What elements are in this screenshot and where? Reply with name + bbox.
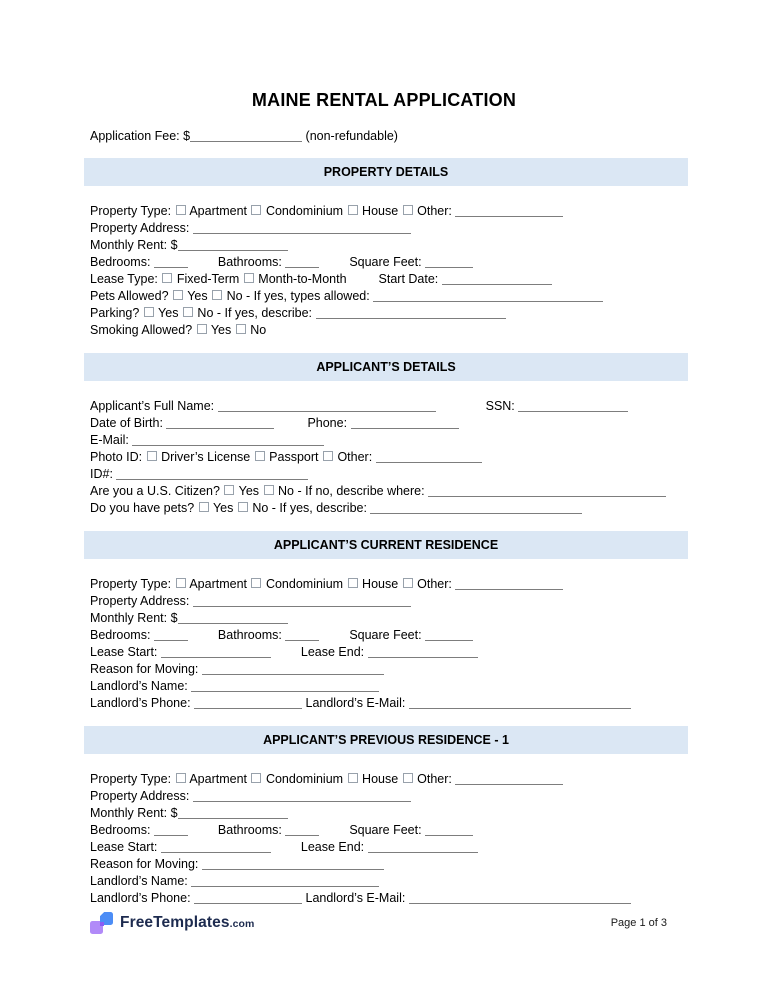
blank-field[interactable]: [428, 484, 666, 497]
blank-field[interactable]: [193, 594, 411, 607]
field-label: Landlord’s E-Mail:: [302, 696, 409, 710]
field-label: Property Type:: [90, 577, 175, 591]
field-label: Landlord’s Name:: [90, 874, 192, 888]
form-row: [90, 678, 688, 695]
form-row: [90, 627, 688, 644]
blank-field[interactable]: [191, 874, 379, 887]
field-label: Condominium: [262, 577, 347, 591]
field-label: Date of Birth:: [90, 416, 167, 430]
blank-field[interactable]: [455, 577, 563, 590]
field-label: Property Address:: [90, 789, 193, 803]
field-label: No - If yes, types allowed:: [223, 289, 374, 303]
field-label: Property Type:: [90, 772, 175, 786]
form-row: [90, 466, 688, 483]
field-label: Phone:: [307, 416, 351, 430]
blank-field[interactable]: [409, 696, 631, 709]
blank-field[interactable]: [193, 789, 411, 802]
blank-field[interactable]: [368, 645, 478, 658]
field-label: Bathrooms:: [217, 823, 286, 837]
field-label: E-Mail:: [90, 433, 133, 447]
section-rows: [90, 203, 688, 339]
blank-field[interactable]: [194, 696, 302, 709]
checkbox[interactable]: [183, 307, 193, 317]
blank-field[interactable]: [166, 416, 274, 429]
section-header: APPLICANT’S PREVIOUS RESIDENCE - 1: [84, 726, 688, 754]
field-label: Condominium: [262, 204, 347, 218]
section-rows: [90, 398, 688, 517]
field-label: Other:: [333, 450, 376, 464]
blank-field[interactable]: [285, 628, 319, 641]
field-label: Other:: [413, 204, 456, 218]
checkbox[interactable]: [176, 578, 186, 588]
page-footer: [0, 911, 768, 935]
field-label: Pets Allowed?: [90, 289, 172, 303]
form-row: [90, 661, 688, 678]
form-row: [90, 203, 688, 220]
field-label: Driver’s License: [157, 450, 254, 464]
form-row: [90, 322, 688, 339]
blank-field[interactable]: [425, 823, 473, 836]
field-label: Yes: [154, 306, 182, 320]
brand-suffix: .com: [229, 918, 255, 930]
brand-name: [120, 914, 254, 932]
form-row: [90, 288, 688, 305]
form-row: [90, 271, 688, 288]
field-label: Application Fee: $: [90, 129, 191, 143]
field-label: Square Feet:: [349, 255, 426, 269]
field-label: Photo ID:: [90, 450, 146, 464]
form-row: [90, 483, 688, 500]
field-label: House: [358, 772, 402, 786]
checkbox[interactable]: [348, 773, 358, 783]
checkbox[interactable]: [323, 451, 333, 461]
field-label: No - If no, describe where:: [274, 484, 429, 498]
form-row: [90, 771, 688, 788]
blank-field[interactable]: [161, 645, 271, 658]
field-label: Lease Start:: [90, 645, 161, 659]
field-label: Apartment: [186, 577, 251, 591]
checkbox[interactable]: [176, 773, 186, 783]
form-content: [84, 129, 688, 907]
brand-text: FreeTemplates: [120, 914, 230, 931]
section-header: APPLICANT’S CURRENT RESIDENCE: [84, 531, 688, 559]
blank-field[interactable]: [178, 611, 288, 624]
checkbox[interactable]: [176, 205, 186, 215]
application-fee-line: [90, 129, 688, 144]
checkbox[interactable]: [144, 307, 154, 317]
blank-field[interactable]: [218, 399, 436, 412]
field-label: Yes: [209, 501, 237, 515]
checkbox[interactable]: [147, 451, 157, 461]
blank-field[interactable]: [442, 272, 552, 285]
blank-field[interactable]: [154, 823, 188, 836]
blank-field[interactable]: [161, 840, 271, 853]
field-label: Apartment: [186, 772, 251, 786]
checkbox[interactable]: [348, 205, 358, 215]
form-row: [90, 237, 688, 254]
field-label: Are you a U.S. Citizen?: [90, 484, 224, 498]
blank-field[interactable]: [455, 772, 563, 785]
field-label: Do you have pets?: [90, 501, 198, 515]
blank-field[interactable]: [194, 891, 302, 904]
blank-field[interactable]: [202, 857, 384, 870]
field-label: Passport: [265, 450, 322, 464]
field-label: ID#:: [90, 467, 117, 481]
field-label: Yes: [235, 484, 263, 498]
field-label: SSN:: [485, 399, 519, 413]
freetemplates-logo-icon: [90, 911, 113, 935]
blank-field[interactable]: [191, 679, 379, 692]
field-label: Other:: [413, 772, 456, 786]
field-label: House: [358, 577, 402, 591]
blank-field[interactable]: [518, 399, 628, 412]
form-row: [90, 415, 688, 432]
checkbox[interactable]: [403, 578, 413, 588]
field-label: Landlord’s Name:: [90, 679, 192, 693]
blank-field[interactable]: [376, 450, 482, 463]
field-label: Landlord’s Phone:: [90, 891, 195, 905]
checkbox[interactable]: [348, 578, 358, 588]
blank-field[interactable]: [193, 221, 411, 234]
blank-field[interactable]: [316, 306, 506, 319]
field-label: Parking?: [90, 306, 143, 320]
field-label: Lease End:: [300, 645, 368, 659]
checkbox[interactable]: [244, 273, 254, 283]
field-label: Reason for Moving:: [90, 662, 202, 676]
field-label: Property Address:: [90, 221, 193, 235]
form-row: [90, 856, 688, 873]
form-row: [90, 695, 688, 712]
checkbox[interactable]: [162, 273, 172, 283]
blank-field[interactable]: [455, 204, 563, 217]
form-row: [90, 398, 688, 415]
field-label: Condominium: [262, 772, 347, 786]
freetemplates-brand: [90, 911, 254, 935]
blank-field[interactable]: [373, 289, 603, 302]
field-label: Lease Type:: [90, 272, 162, 286]
page-indicator: Page 1 of 3: [610, 917, 667, 929]
form-row: [90, 305, 688, 322]
checkbox[interactable]: [403, 205, 413, 215]
section-rows: [90, 771, 688, 907]
blank-field[interactable]: [190, 129, 302, 142]
field-label: Reason for Moving:: [90, 857, 202, 871]
blank-field[interactable]: [154, 628, 188, 641]
field-label: Monthly Rent: $: [90, 806, 178, 820]
form-row: [90, 220, 688, 237]
form-row: [90, 576, 688, 593]
section-rows: [90, 576, 688, 712]
blank-field[interactable]: [178, 238, 288, 251]
checkbox[interactable]: [251, 578, 261, 588]
field-label: House: [358, 204, 402, 218]
field-label: Bathrooms:: [217, 628, 286, 642]
field-label: (non-refundable): [302, 129, 398, 143]
form-row: [90, 500, 688, 517]
blank-field[interactable]: [116, 467, 308, 480]
section-applicant-s-details: [84, 353, 688, 517]
field-label: Fixed-Term: [173, 272, 243, 286]
field-label: No: [246, 323, 267, 337]
form-row: [90, 644, 688, 661]
field-label: Month-to-Month: [254, 272, 347, 286]
field-label: Start Date:: [378, 272, 442, 286]
checkbox[interactable]: [255, 451, 265, 461]
field-label: Smoking Allowed?: [90, 323, 196, 337]
blank-field[interactable]: [425, 628, 473, 641]
section-property-details: [84, 158, 688, 339]
checkbox[interactable]: [197, 324, 207, 334]
field-label: Apartment: [186, 204, 251, 218]
field-label: Square Feet:: [349, 628, 426, 642]
section-header: APPLICANT’S DETAILS: [84, 353, 688, 381]
checkbox[interactable]: [238, 502, 248, 512]
blank-field[interactable]: [368, 840, 478, 853]
form-row: [90, 254, 688, 271]
section-applicant-s-current-residence: [84, 531, 688, 712]
checkbox[interactable]: [403, 773, 413, 783]
form-row: [90, 788, 688, 805]
checkbox[interactable]: [236, 324, 246, 334]
field-label: Monthly Rent: $: [90, 238, 178, 252]
checkbox[interactable]: [212, 290, 222, 300]
field-label: Square Feet:: [349, 823, 426, 837]
field-label: Yes: [184, 289, 212, 303]
checkbox[interactable]: [251, 205, 261, 215]
field-label: Lease End:: [300, 840, 368, 854]
field-label: Bedrooms:: [90, 255, 154, 269]
form-row: [90, 610, 688, 627]
blank-field[interactable]: [409, 891, 631, 904]
blank-field[interactable]: [285, 823, 319, 836]
blank-field[interactable]: [202, 662, 384, 675]
field-label: Property Type:: [90, 204, 175, 218]
field-label: Bedrooms:: [90, 628, 154, 642]
field-label: Other:: [413, 577, 456, 591]
field-label: Monthly Rent: $: [90, 611, 178, 625]
document-title: MAINE RENTAL APPLICATION: [251, 90, 517, 110]
blank-field[interactable]: [285, 255, 319, 268]
form-row: [90, 449, 688, 466]
form-row: [90, 805, 688, 822]
field-label: No - If yes, describe:: [248, 501, 371, 515]
field-label: No - If yes, describe:: [193, 306, 316, 320]
checkbox[interactable]: [199, 502, 209, 512]
form-sections: [84, 158, 688, 907]
form-row: [90, 890, 688, 907]
checkbox[interactable]: [264, 485, 274, 495]
field-label: Property Address:: [90, 594, 193, 608]
form-row: [90, 593, 688, 610]
blank-field[interactable]: [425, 255, 473, 268]
form-row: [90, 839, 688, 856]
field-label: Landlord’s Phone:: [90, 696, 195, 710]
field-label: Applicant’s Full Name:: [90, 399, 218, 413]
field-label: Landlord’s E-Mail:: [302, 891, 409, 905]
section-applicant-s-previous-residence-1: [84, 726, 688, 907]
blank-field[interactable]: [132, 433, 324, 446]
checkbox[interactable]: [173, 290, 183, 300]
field-label: Yes: [207, 323, 235, 337]
checkbox[interactable]: [251, 773, 261, 783]
blank-field[interactable]: [154, 255, 188, 268]
blank-field[interactable]: [178, 806, 288, 819]
blank-field[interactable]: [370, 501, 582, 514]
field-label: Lease Start:: [90, 840, 161, 854]
form-row: [90, 873, 688, 890]
section-header: PROPERTY DETAILS: [84, 158, 688, 186]
blank-field[interactable]: [351, 416, 459, 429]
form-row: [90, 822, 688, 839]
field-label: Bathrooms:: [217, 255, 286, 269]
logo-overlap-square: [100, 922, 104, 926]
form-row: [90, 432, 688, 449]
checkbox[interactable]: [224, 485, 234, 495]
field-label: Bedrooms:: [90, 823, 154, 837]
